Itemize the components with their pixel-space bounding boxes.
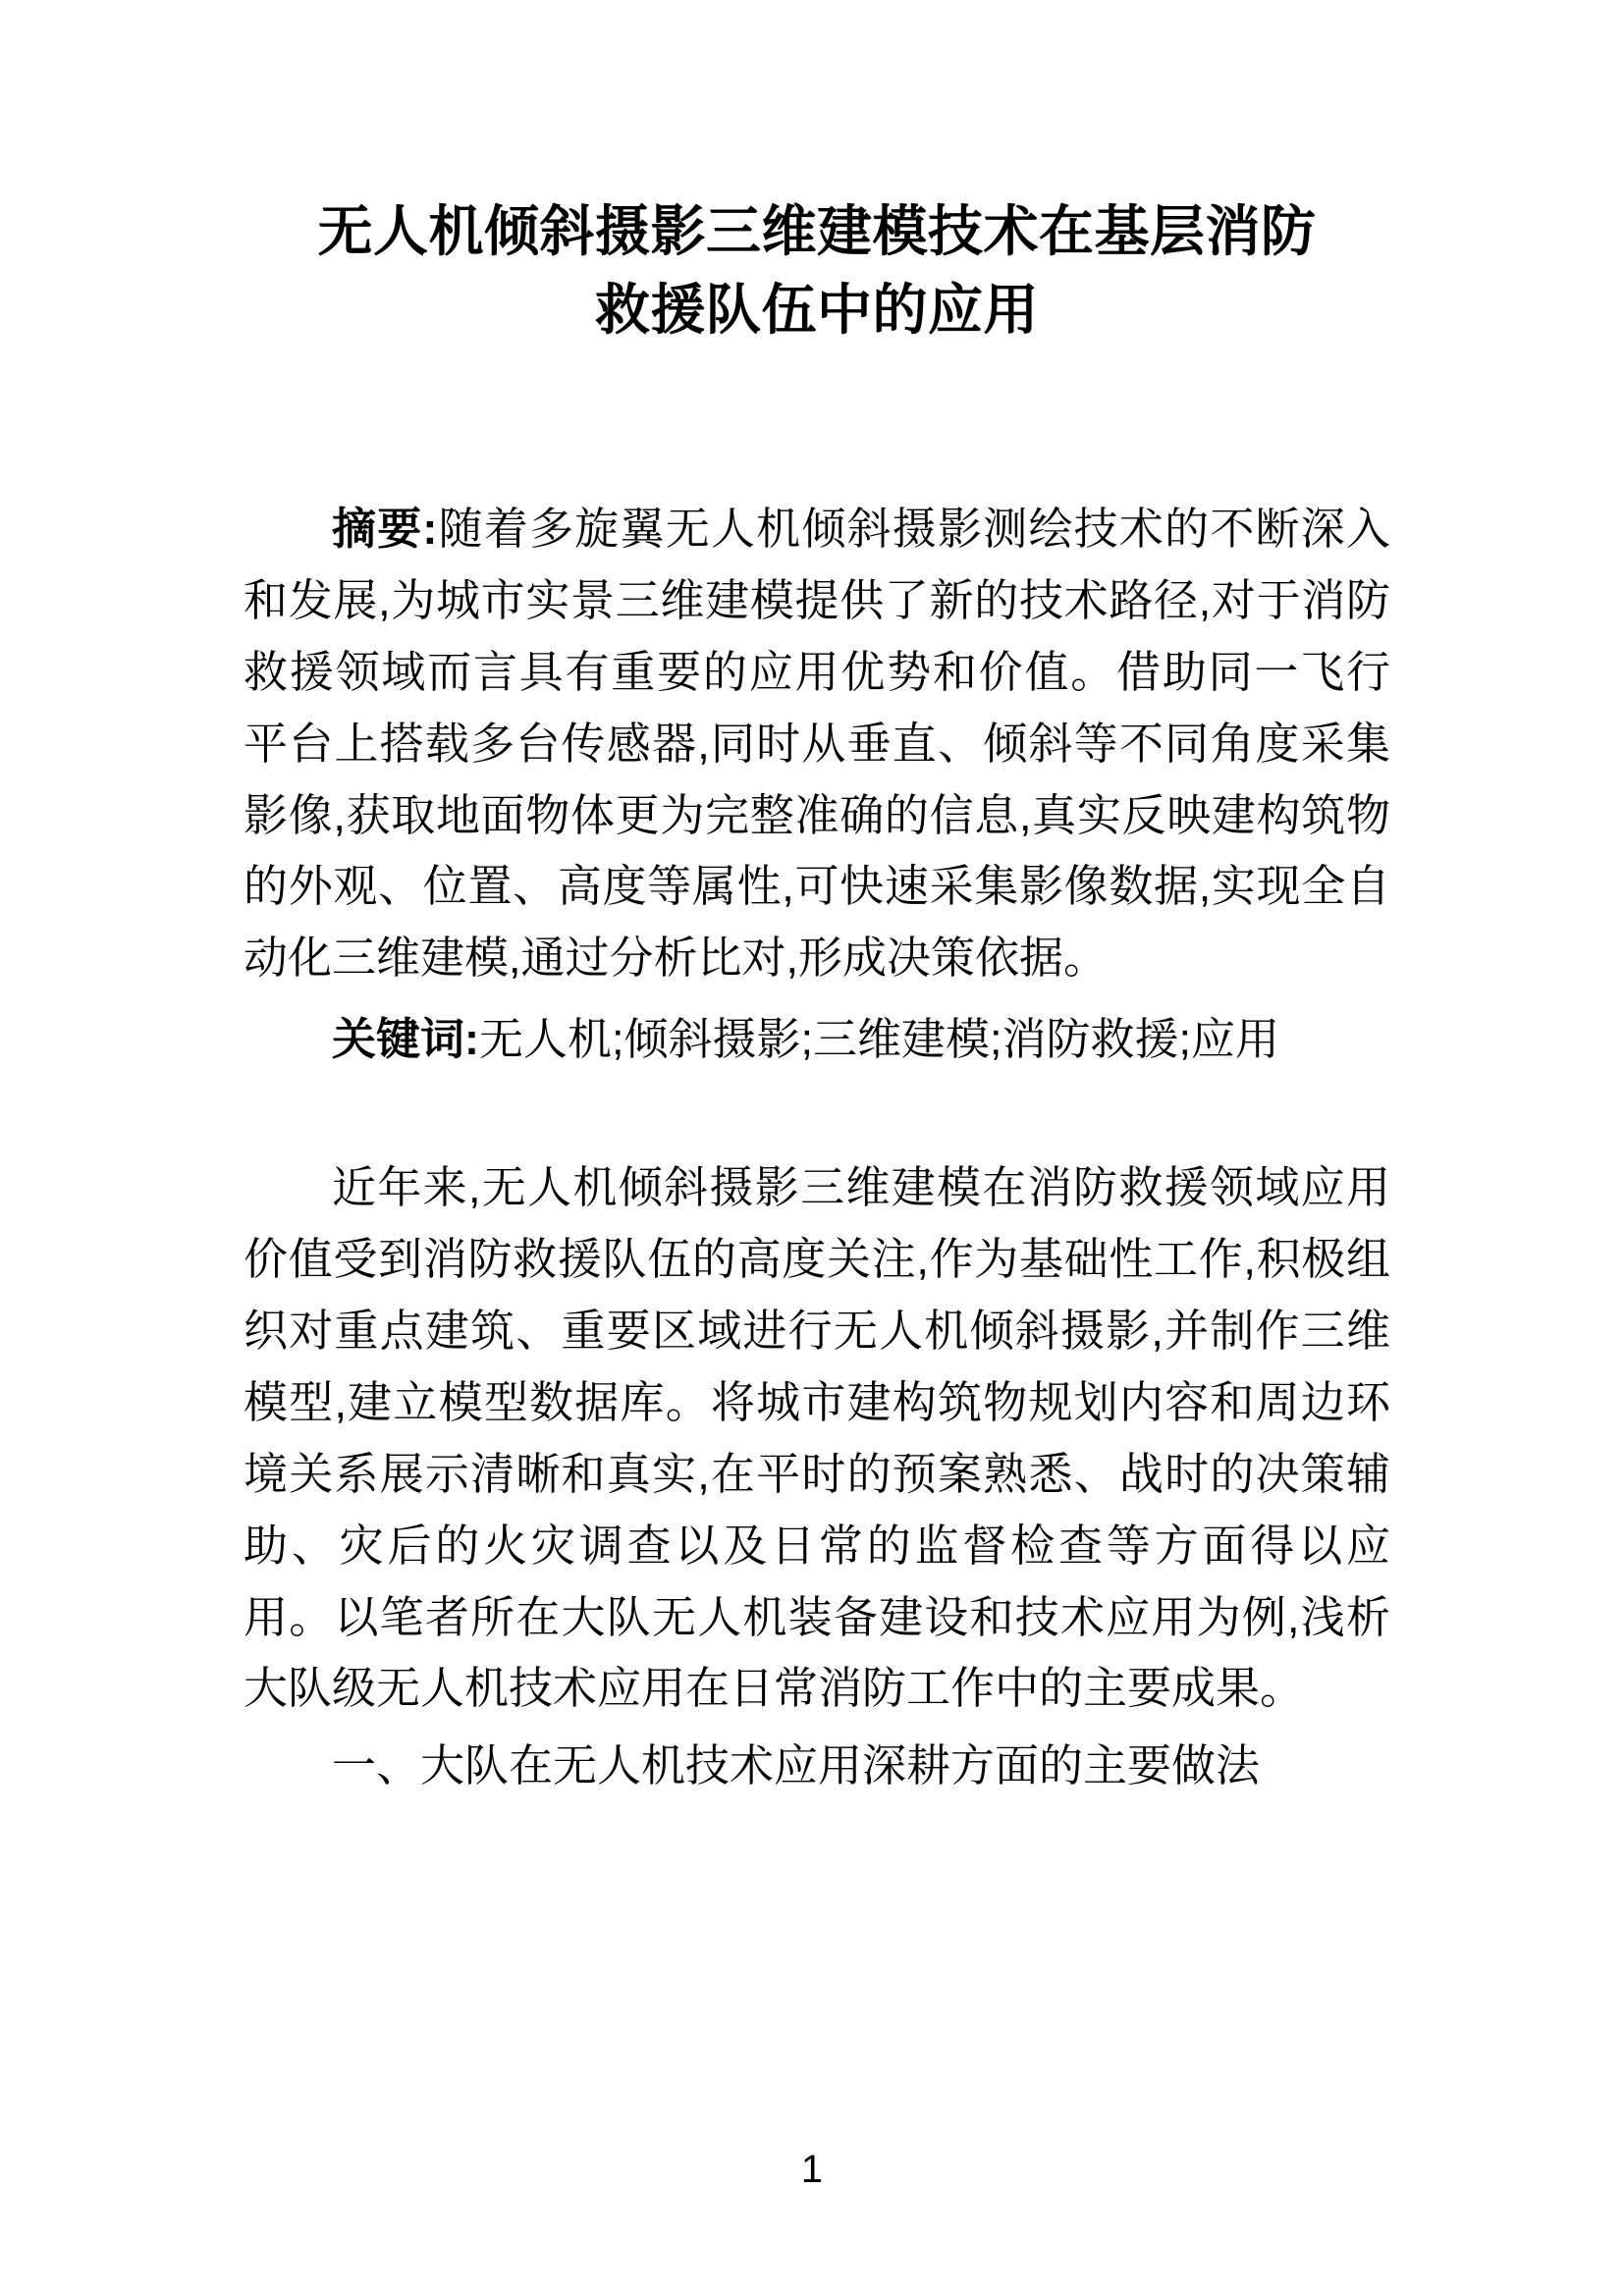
abstract-section <box>244 494 1390 1076</box>
body-paragraph-1: 近年来,无人机倾斜摄影三维建模在消防救援领域应用价值受到消防救援队伍的高度关注,作为基础性工作,积极组织对重点建筑、重要区域进行无人机倾斜摄影,并制作三维模型,建立模型数据库。将城市建构筑物规划内容和周边环境关系展示清晰和真实,在平时的预案熟悉、战时的决策辅助、灾后的火灾调查以及日常的监督检查等方面得以应用。以笔者所在大队无人机装备建设和技术应用为例,浅析大队级无人机技术应用在日常消防工作中的主要成果。 <box>244 1162 1390 1714</box>
section-heading-1: 一、大队在无人机技术应用深耕方面的主要做法 <box>332 1740 1261 1791</box>
keywords-paragraph <box>244 1004 1390 1076</box>
abstract-label: 摘要: <box>332 504 438 555</box>
page-title <box>244 0 1390 348</box>
page-title-line-2: 救援队伍中的应用 <box>595 278 1039 341</box>
abstract-paragraph <box>244 494 1390 994</box>
body-section <box>244 1152 1390 1802</box>
keywords-label: 关键词: <box>332 1014 479 1065</box>
page-number: 1 <box>800 2148 824 2191</box>
keywords-text: 无人机;倾斜摄影;三维建模;消防救援;应用 <box>479 1014 1280 1065</box>
page-content-column <box>244 0 1390 2296</box>
page-title-line-1: 无人机倾斜摄影三维建模技术在基层消防 <box>317 200 1317 262</box>
abstract-text: 随着多旋翼无人机倾斜摄影测绘技术的不断深入和发展,为城市实景三维建模提供了新的技术路径,对于消防救援领域而言具有重要的应用优势和价值。借助同一飞行平台上搭载多台传感器,同时从垂直、倾斜等不同角度采集影像,获取地面物体更为完整准确的信息,真实反映建构筑物的外观、位置、高度等属性,可快速采集影像数据,实现全自动化三维建模,通过分析比对,形成决策依据。 <box>244 504 1390 984</box>
